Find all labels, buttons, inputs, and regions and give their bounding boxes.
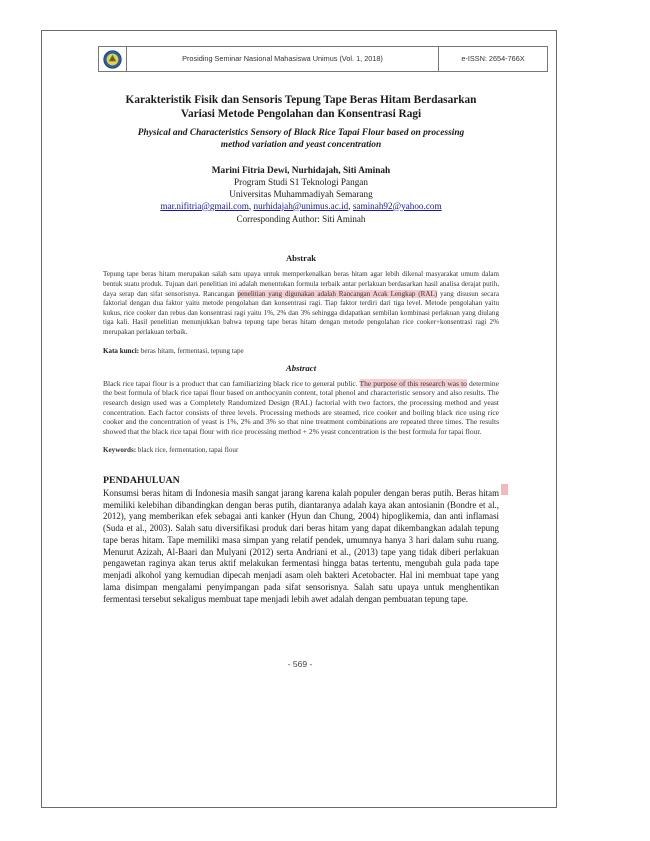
abstrak-text-part-1: Tepung tape beras hitam merupakan salah satu upaya untuk memperkenalkan beras hitam agar lebih dikenal masyarakat umum dalam bentuk suatu produk. Tujuan dari penelitian ini adalah menentukan formula terbaik antar perlakuan berdasarkan hasil analisa derajat putih, daya serap dan sifat sensorisnya. Rancangan [103,270,499,298]
abstract-highlight: The purpose of this research was to [359,378,467,388]
journal-name: Prosiding Seminar Nasional Mahasiswa Unimus (Vol. 1, 2018) [127,47,439,71]
paper-title [103,93,499,121]
kata-kunci-label: Kata kunci: [103,346,141,355]
abstrak-text-part-2: yang disusun secara faktorial dengan dua faktor yaitu metode pengolahan dan konsentrasi ragi. Tiap faktor terdiri dari tiga level. Metode pengolahan yaitu kukus, rice cooker dan rebus dan konsentrasi ragi yaitu 1%, 2% dan 3% sehingga didapatkan sembilan kombinasi perlakuan yang diulang tiga kali. Hasil penelitian menunjukkan bahwa tepung tape beras hitam dengan metode pengolahan rice cooker+konsentrasi ragi 2% merupakan perlakuan terbaik. [103,289,499,336]
intro-paragraph: Konsumsi beras hitam di Indonesia masih sangat jarang karena kalah populer dengan beras putih. Beras hitam memiliki kelebihan dibandingkan dengan beras putih, diantaranya adalah kaya akan antosianin (Bondre et al., 2012), yang memberikan efek sebagai anti kanker (Hyun dan Chung, 2004) hipoglikemia, dan anti inflamasi (Suda et al., 2003). Salah satu diversifikasi produk dari beras hitam yang dapat dikembangkan adalah tepung tape beras hitam. Tape memiliki masa simpan yang relatif pendek, umumnya hanya 3 hari dalam suhu ruang. Menurut Azizah, Al-Baari dan Mulyani (2012) serta Andriani et al., (2013) tape yang tidak diberi perlakuan pengawetan raginya akan terus aktif melakukan fermentasi hingga batas tertentu, mengubah gula pada tape menjadi alkohol yang kemudian dipecah menjadi asam oleh bakteri Acetobacter. Hal ini membuat tape yang lama disimpan mengalami penyimpangan pada sifat sensorisnya. Salah satu upaya untuk menghentikan fermentasi tersebut sekaligus membuat tape menjadi lebih awet adalah dengan pembuatan tepung tape. [103,487,499,604]
author-emails [103,201,499,213]
abstrak-text [103,270,499,337]
abstract-heading: Abstract [285,362,317,373]
logo-cell [99,47,127,71]
document-page [41,30,557,808]
affiliation-university: Universitas Muhammadiyah Semarang [229,188,373,199]
email-separator-1: , [248,200,254,211]
abstrak-highlight: penelitian yang digunakan adalah Rancangan Acak Lengkap (RAL) [237,289,438,298]
email-separator-2: , [348,200,353,211]
paper-subtitle [103,127,499,151]
keywords-label: Keywords: [103,445,138,454]
abstrak-heading: Abstrak [285,253,317,264]
journal-header [98,46,548,72]
paper-content [103,93,499,605]
subtitle-line-1: Physical and Characteristics Sensory of Black Rice Tapai Flour based on processing [137,128,465,138]
affiliation-program: Program Studi S1 Teknologi Pangan [234,177,368,187]
title-line-1: Karakteristik Fisik dan Sensoris Tepung Tape Beras Hitam Berdasarkan [125,94,477,106]
highlight-annotation-mark [501,484,508,495]
corresponding-author: Corresponding Author: Siti Aminah [236,214,366,225]
section-heading-pendahuluan: PENDAHULUAN [103,474,180,486]
kata-kunci-text: beras hitam, fermentasi, tepung tape [140,346,244,355]
title-line-2: Variasi Metode Pengolahan dan Konsentrasi Ragi [180,108,422,120]
abstract-text [103,379,499,437]
subtitle-line-2: method variation and yeast concentration [220,140,382,150]
keywords-text: black rice, fermentation, tapai flour [137,445,239,454]
author-list: Marini Fitria Dewi, Nurhidajah, Siti Aminah [211,166,391,176]
abstract-text-part-2: determine the best formula of black rice tapai flour based on anthocyanin content, total phenol and characteristic sensory and also results. The research design used was a Completely Randomized Design (RAL) factorial with two factors, the processing method and yeast concentration. Each factor consists of three levels. Processing methods are steamed, rice cooker and boiling black rice using rice cooker and the concentration of yeast is 1%, 2% and 3% so that nine treatment combinations are repeated three times. The results showed that the black rice tapai flour with rice processing method + 2% yeast concentration is the best formula for tapai flour. [103,378,499,437]
kata-kunci [103,347,499,355]
university-seal-icon [103,50,122,69]
email-link-2[interactable]: nurhidajah@unimus.ac.id [253,200,349,211]
keywords [103,446,499,454]
page-number: - 569 - [287,659,313,669]
issn: e-ISSN: 2654-766X [461,54,525,63]
email-link-3[interactable]: saminah92@yahoo.com [352,200,442,211]
abstract-text-part-1: Black rice tapai flour is a product that can familiarizing black rice to general public. [103,378,360,388]
email-link-1[interactable]: mar.nifitria@gmail.com [160,200,249,211]
